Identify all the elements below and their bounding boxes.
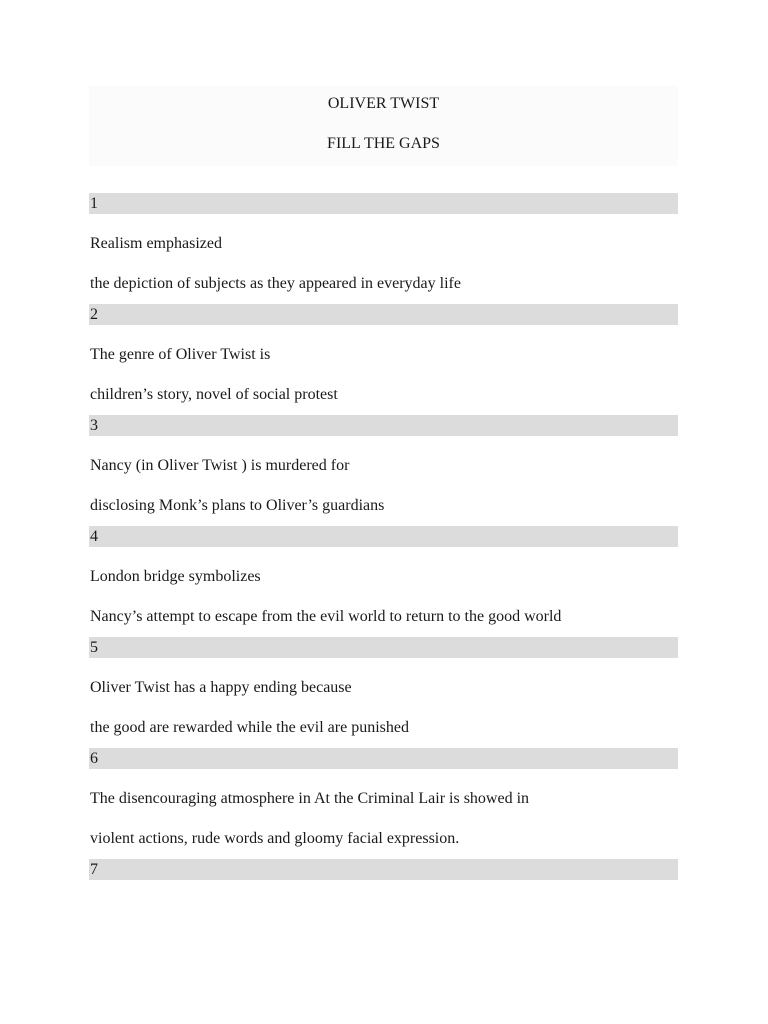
document-title: OLIVER TWIST: [327, 95, 440, 112]
item-number: 3: [89, 415, 678, 436]
item-question: London bridge symbolizes: [90, 568, 261, 585]
title-block: [89, 86, 678, 166]
question-item: [89, 637, 678, 748]
question-item: [89, 193, 678, 304]
item-answer: children’s story, novel of social protest: [90, 386, 338, 403]
question-item: [89, 859, 678, 970]
item-answer: the depiction of subjects as they appeared in everyday life: [90, 275, 461, 292]
item-question: The disencouraging atmosphere in At the Criminal Lair is showed in: [90, 790, 530, 807]
item-number: 7: [89, 859, 678, 880]
question-item: [89, 748, 678, 859]
question-item: [89, 415, 678, 526]
item-answer: the good are rewarded while the evil are punished: [90, 719, 409, 736]
item-number: 2: [89, 304, 678, 325]
item-number: 6: [89, 748, 678, 769]
question-item: [89, 526, 678, 637]
document-page: [89, 86, 678, 878]
item-question: Oliver Twist has a happy ending because: [90, 679, 352, 696]
question-item: [89, 304, 678, 415]
document-subtitle: FILL THE GAPS: [327, 135, 440, 152]
item-number: 4: [89, 526, 678, 547]
item-answer: Nancy’s attempt to escape from the evil world to return to the good world: [90, 608, 562, 625]
item-answer: disclosing Monk’s plans to Oliver’s guardians: [90, 497, 385, 514]
item-answer: violent actions, rude words and gloomy facial expression.: [90, 830, 460, 847]
item-number: 5: [89, 637, 678, 658]
item-question: Nancy (in Oliver Twist ) is murdered for: [90, 457, 350, 474]
item-question: The genre of Oliver Twist is: [90, 346, 271, 363]
item-question: Realism emphasized: [90, 235, 222, 252]
item-number: 1: [89, 193, 678, 214]
question-list: [89, 193, 678, 970]
